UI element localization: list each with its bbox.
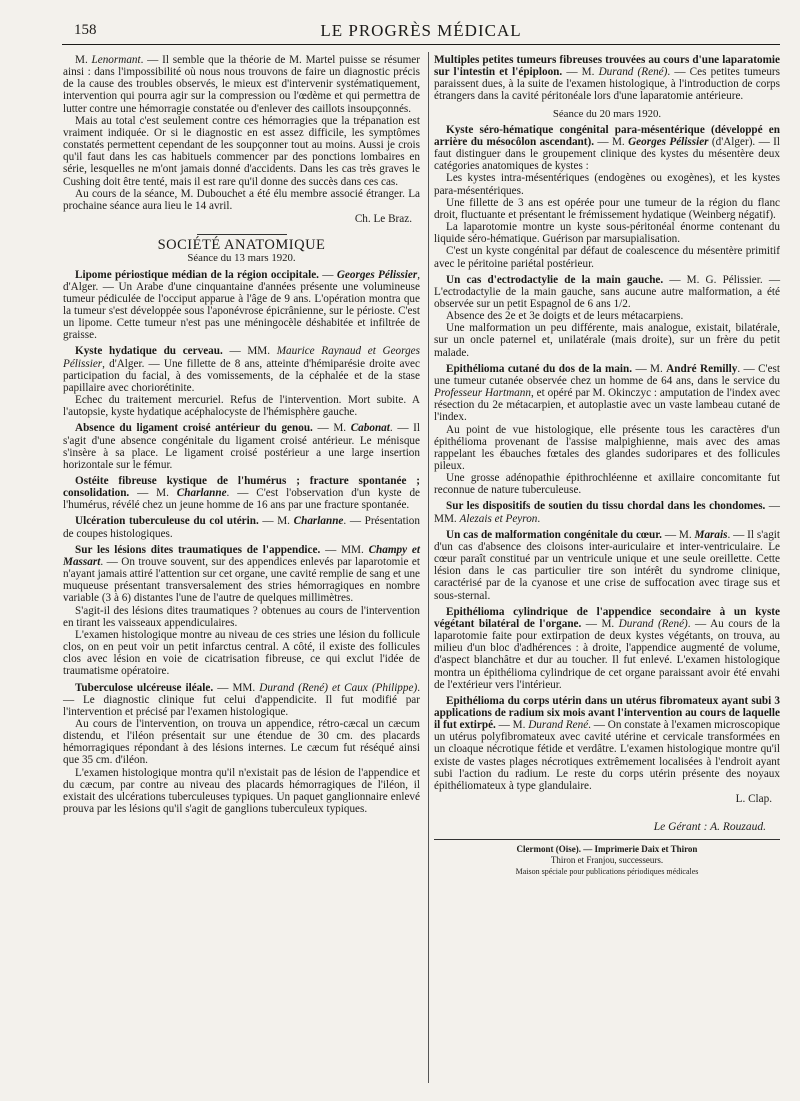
paragraph: Une fillette de 3 ans est opérée pour une tumeur de la région du flanc droit, fluctuante et présentant le frémissement hydatique (Weinberg négatif). xyxy=(434,196,780,221)
entry-text: . — On constate à l'examen microscopique un utérus polyfibromateux avec cavité utérine et cervicale transformées en un cloaque nécrotique fétide et verdâtre. L'examen histologique montre qu'il existe de vastes plages nécrotiques extrêmement localisées à l'endroit ayant subi l'action du radium. Le reste du corps utérin présente des noyaux épithéliomateux à type glandulaire. xyxy=(434,719,781,792)
entry-title: Sur les dispositifs de soutien du tissu chordal dans les chondomes. xyxy=(446,500,766,513)
entry-title: Ulcération tuberculeuse du col utérin. xyxy=(75,515,259,528)
entry: Kyste séro-hématique congénital para-mésentérique (développé en arrière du mésocôlon ascendant). — M. Georges Pélissier (d'Alger). — Il faut distinguer dans le groupement clinique des kystes du mésentère deux catégories anatomiques de kystes : xyxy=(434,123,780,173)
entry-author: Cabonat xyxy=(350,422,390,435)
entry-author: Charlanne xyxy=(293,515,344,528)
entry-text: . — Le diagnostic clinique fut celui d'appendicite. Il fut modifié par l'intervention et précisé par l'examen histologique. xyxy=(63,681,420,718)
entry-text: . — C'est une tumeur cutanée observée chez un homme de 64 ans, dans le service du xyxy=(434,362,780,387)
entry-text: . — L'ectrodactylie de la main gauche, sans aucune autre malformation, a été observée sur un petit Espagnol de 6 ans 1/2. xyxy=(434,273,781,310)
paragraph: C'est un kyste congénital par défaut de coalescence du mésentère primitif avec le péritoine pariétal postérieur. xyxy=(434,245,780,270)
entry-title: Lipome périostique médian de la région occipitale. xyxy=(75,268,319,281)
entry-author: Durand (René) et Caux (Philippe) xyxy=(259,681,418,694)
entry-author: Durand René xyxy=(528,719,589,732)
text: M. xyxy=(75,54,92,66)
entry-text: (d'Alger). — Il faut distinguer dans le groupement clinique des kystes du mésentère deux catégories anatomiques de kystes : xyxy=(434,135,780,173)
entry: Sur les dispositifs de soutien du tissu chordal dans les chondomes. — MM. Alezais et Peyron. xyxy=(434,500,780,525)
entry-author: Champy et Massart xyxy=(63,543,420,568)
session-date: Séance du 13 mars 1920. xyxy=(187,252,296,265)
entry-title: Epithélioma cylindrique de l'appendice secondaire à un kyste végétant bilatéral de l'organe. xyxy=(434,605,780,630)
entry-author: Marais xyxy=(694,528,728,541)
entry-text: , d'Alger. — Une fillette de 8 ans, atteinte d'hémiparésie droite avec participation du facial, à des vomissements, de la céphalée et de la stase papillaire avec choriorétinite. xyxy=(63,357,420,394)
entry-title: Multiples petites tumeurs fibreuses trouvées au cours d'une laparatomie sur l'intestin et l'épiploon. xyxy=(434,54,780,79)
session-date: Séance du 20 mars 1920. xyxy=(552,107,662,120)
entry-text: Professeur Hartmann xyxy=(434,387,531,400)
entry-author: Durand (René) xyxy=(598,66,668,79)
entry-author: Durand (René) xyxy=(618,617,688,630)
paragraph: L'examen histologique montre au niveau de ces stries une lésion du follicule clos, on en peut voir un petit infarctus central. A côté, il existe des follicules clos avec lésion en voie de cicatrisation fibreuse, ce qui exclut l'idée de traumatisme opératoire. xyxy=(63,628,420,678)
entry: Epithélioma cutané du dos de la main. — M. André Remilly. — C'est une tumeur cutanée observée chez un homme de 64 ans, dans le service du Professeur Hartmann, et opéré par M. Okinczyc : amputation de l'index avec résection du 2e métacarpien, et autoplastie avec un vaste lambeau cutané de l'index. xyxy=(434,362,780,424)
entry-author: André Remilly xyxy=(666,362,738,375)
header-rule xyxy=(62,44,780,45)
author-name: Lenormant xyxy=(91,54,141,66)
section-rule xyxy=(197,234,287,235)
entry-text: . — C'est l'observation d'un kyste de l'humérus, révélé chez un jeune homme de 16 ans par une fracture spontanée. xyxy=(63,487,420,512)
entry-text: . — On trouve souvent, sur des appendices enlevés par laparotomie et n'ayant jamais attiré l'attention sur cet organe, une cavité remplie de sang et une muqueuse présentant transversalement des stries hémorragiques en nombre variable (3 à 6) distantes l'une de l'autre de quelques millimètres. xyxy=(63,555,420,605)
entry: Epithélioma cylindrique de l'appendice secondaire à un kyste végétant bilatéral de l'organe. — M. Durand (René). — Au cours de la laparotomie faite pour extirpation de deux kystes végétants, on trouva, au milieu d'un bloc d'adhérences : à droite, l'appendice augmenté de volume, d'aspect blanchâtre et dur au toucher. Il fut enlevé. L'examen histologique montra un épithélioma cylindrique de cet organe paraissant avoir été envahi de l'extérieur vers l'intérieur. xyxy=(434,605,781,691)
entry-title: Epithélioma cutané du dos de la main. xyxy=(446,362,633,375)
page-number: 158 xyxy=(74,22,97,38)
entry-title: Kyste séro-hématique congénital para-mésentérique (développé en arrière du mésocôlon ascendant). xyxy=(434,123,780,148)
entry-text: . — Il s'agit d'un cas d'absence des cloisons inter-auriculaire et inter-ventriculaire. Le cœur paraît constitué par un ventricule unique et une seule oreillette. Cette lésion dans le cas particulier tire son intérêt du syndrome clinique, caractérisé par de la cyanose et une crise de suffocation avec tirage sus et sous-sternal. xyxy=(434,528,781,602)
column-divider xyxy=(428,52,429,1083)
entry-title: Sur les lésions dites traumatiques de l'appendice. xyxy=(75,543,321,556)
paragraph xyxy=(63,54,420,115)
paragraph: Au point de vue histologique, elle présente tous les caractères d'un épithélioma provenant de l'assise malpighienne, mais avec des amas rappelant les ébauches fœtales des glandes sudoripares et des follicules pileux. xyxy=(434,423,780,472)
paragraph: La laparotomie montre un kyste sous-péritonéal énorme contenant du liquide séro-hématique. Guérison par marsupialisation. xyxy=(434,221,780,246)
paragraph: Absence des 2e et 3e doigts et de leurs métacarpiens. xyxy=(446,310,684,323)
gerant-line: Le Gérant : A. Rouzaud. xyxy=(653,821,766,834)
entry: Sur les lésions dites traumatiques de l'appendice. — MM. Champy et Massart. — On trouve souvent, sur des appendices enlevés par laparotomie et n'ayant jamais attiré l'attention sur cet organe, une cavité remplie de sang et une muqueuse présentant transversalement des stries hémorragiques en nombre variable (3 à 6) distantes l'une de l'autre de quelques millimètres. xyxy=(63,543,420,605)
printer-successors: Thiron et Franjou, successeurs. xyxy=(550,855,664,866)
entry-text: . — Il s'agit d'une absence congénitale du ligament croisé antérieur. Le ménisque s'insère à sa place. Le ligament croisé postérieur a une large insertion horizontale sur le fémur. xyxy=(63,422,420,471)
entry: Absence du ligament croisé antérieur du genou. — M. Cabonat. — Il s'agit d'une absence congénitale du ligament croisé antérieur. Le ménisque s'insère à sa place. Le ligament croisé postérieur a une large insertion horizontale sur le fémur. xyxy=(63,422,420,471)
entry-title: Epithélioma du corps utérin dans un utérus fibromateux ayant subi 3 applications de radium six mois avant l'intervention au cours de laquelle il fut extirpé. xyxy=(434,694,780,732)
paragraph: Une malformation un peu différente, mais analogue, existait, bilatérale, sur un oncle paternel et, unilatérale (mais droite), sur un frère du petit malade. xyxy=(434,322,780,359)
paragraph: L'examen histologique montra qu'il n'existait pas de lésion de l'appendice et du cæcum, par contre au niveau des placards hémorragiques de l'iléon, il existait des ulcérations tuberculeuses typiques. Un paquet ganglionnaire enlevé prouva par les lésions qu'il s'agit de ganglions tuberculeux typiques. xyxy=(63,766,420,816)
entry: Un cas d'ectrodactylie de la main gauche. — M. G. Pélissier. — L'ectrodactylie de la main gauche, sans aucune autre malformation, a été observée sur un petit Espagnol de 6 ans 1/2. xyxy=(434,273,781,310)
entry: Tuberculose ulcéreuse iléale. — MM. Durand (René) et Caux (Philippe). — Le diagnostic clinique fut celui d'appendicite. Il fut modifié par l'intervention et précisé par l'examen histologique. xyxy=(63,681,420,718)
journal-title: LE PROGRÈS MÉDICAL xyxy=(320,21,522,40)
entry-author: Georges Pélissier xyxy=(628,135,709,148)
entry-title: Un cas de malformation congénitale du cœur. xyxy=(446,528,662,541)
entry-author: Maurice Raynaud et Georges Pélissier xyxy=(63,345,420,370)
right-column xyxy=(434,54,780,877)
paragraph: Les kystes intra-mésentériques (endogènes ou exogènes), et les kystes para-mésentériques. xyxy=(434,172,780,197)
paragraph: Mais au total c'est seulement contre ces hémorragies que la trépanation est vraiment indiquée. Or si le diagnostic en est assez difficile, les symptômes constatés permettent cependant de les soupçonner tout au moins. Aussi je crois qu'il faut dans les cas habituels commencer par des ponctions lombaires en série, lesquelles ne m'ont jamais donné d'accidents. Dans les cas très graves le Cushing doit être tenté, mais il est rare qu'il donne des succès dans ces cas. xyxy=(63,114,420,188)
entry: Lipome périostique médian de la région occipitale. — Georges Pélissier, d'Alger. — Un Arabe d'une cinquantaine d'années présente une volumineuse tumeur pédiculée de l'occiput apparue à l'âge de 9 ans. L'opération montra que la tumeur s'est développée sous l'aponévrose épicrânienne, sur le périoste. C'est un lipome. Cette tumeur n'est pas une méningocèle déshabitée et infiltrée de graisse. xyxy=(63,268,421,342)
section-title: SOCIÉTÉ ANATOMIQUE xyxy=(157,237,326,254)
paragraph: Echec du traitement mercuriel. Refus de l'intervention. Mort subite. A l'autopsie, kyste hydatique acéphalocyste de l'hémisphère gauche. xyxy=(63,394,420,419)
running-header xyxy=(62,22,780,44)
entry-author: Charlanne xyxy=(176,487,227,500)
entry-title: Kyste hydatique du cerveau. xyxy=(75,345,223,358)
entry: Kyste hydatique du cerveau. — MM. Maurice Raynaud et Georges Pélissier, d'Alger. — Une fillette de 8 ans, atteinte d'hémiparésie droite avec participation du facial, à des vomissements, de la céphalée et de la stase papillaire avec choriorétinite. xyxy=(63,345,420,394)
left-column xyxy=(63,54,420,815)
entry-author: Georges Pélissier xyxy=(336,268,418,281)
paragraph: Au cours de l'intervention, on trouva un appendice, rétro-cæcal un cæcum distendu, et l'iléon présentait sur une étendue de 30 cm. des placards hémorragiques répondant à des lésions internes. Le cæcum fut réséqué ainsi que 35 cm. d'iléon. xyxy=(63,717,420,767)
entry-text: . — Ces petites tumeurs paraissent dues, à la suite de l'examen histologique, à l'introduction de corps étrangers dans la cavité péritonéale lors d'une laparatomie antérieure. xyxy=(434,66,781,103)
entry: Multiples petites tumeurs fibreuses trouvées au cours d'une laparatomie sur l'intestin et l'épiploon. — M. Durand (René). — Ces petites tumeurs paraissent dues, à la suite de l'examen histologique, à l'introduction de corps étrangers dans la cavité péritonéale lors d'une laparatomie antérieure. xyxy=(434,54,781,103)
entry-text: . — Au cours de la laparotomie faite pour extirpation de deux kystes végétants, on trouva, au milieu d'un bloc d'adhérences : à droite, l'appendice augmenté de volume, d'aspect blanchâtre et dur au toucher. Il fut enlevé. L'examen histologique montra un épithélioma cylindrique de cet organe paraissant avoir été envahi de l'extérieur vers l'intérieur. xyxy=(434,617,781,691)
paragraph: Au cours de la séance, M. Dubouchet a été élu membre associé étranger. La prochaine séance aura lieu le 14 avril. xyxy=(63,187,420,212)
text: . — Il semble que la théorie de M. Martel puisse se résumer ainsi : dans l'impossibilité où nous nous trouvons de faire un diagnostic précis de la cause des troubles observés, le mieux est d'intervenir systématiquement, intervention qui pourra agir sur la compression ou l'œdème et qui permettra de lutter contre une hémorragie constatée ou d'enlever des caillots insoupçonnés. xyxy=(63,54,420,115)
paragraph: S'agit-il des lésions dites traumatiques ? obtenues au cours de l'intervention en tirant les vaisseaux appendiculaires. xyxy=(63,604,420,629)
entry-text: , d'Alger. — Un Arabe d'une cinquantaine d'années présente une volumineuse tumeur pédiculée de l'occiput apparue à l'âge de 9 ans. L'opération montra que la tumeur s'est développée sous l'aponévrose épicrânienne, sur le périoste. C'est un lipome. Cette tumeur n'est pas une méningocèle déshabitée et infiltrée de graisse. xyxy=(63,268,421,342)
entry-author: Alezais et Peyron xyxy=(459,512,538,525)
printer-specialty: Maison spéciale pour publications périodiques médicales xyxy=(515,867,699,877)
entry-text: , et opéré par M. Okinczyc : amputation de l'index avec résection du 2e métacarpien, et autoplastie avec un vaste lambeau cutané de l'index. xyxy=(434,387,780,424)
paragraph: Une grosse adénopathie épithrochléenne et axillaire concomitante fut reconnue de nature tuberculeuse. xyxy=(434,472,780,497)
footer-rule xyxy=(434,839,780,840)
entry: Epithélioma du corps utérin dans un utérus fibromateux ayant subi 3 applications de radium six mois avant l'intervention au cours de laquelle il fut extirpé. — M. Durand René. — On constate à l'examen microscopique un utérus polyfibromateux avec cavité utérine et cervicale transformées en un cloaque nécrotique fétide et verdâtre. L'examen histologique montre qu'il existe de vastes plages nécrotiques extrêmement localisées à l'endroit ayant subi l'action du radium. Le reste du corps utérin présente des noyaux épithéliomateux à type glandulaire. xyxy=(434,694,781,792)
entry-title: Absence du ligament croisé antérieur du genou. xyxy=(75,422,313,435)
entry-title: Tuberculose ulcéreuse iléale. xyxy=(75,681,214,694)
signature: L. Clap. xyxy=(735,793,772,806)
printer-line: Clermont (Oise). — Imprimerie Daix et Thiron xyxy=(516,844,698,855)
entry: Ostéite fibreuse kystique de l'humérus ; fracture spontanée ; consolidation. — M. Charlanne. — C'est l'observation d'un kyste de l'humérus, révélé chez un jeune homme de 16 ans par une fracture spontanée. xyxy=(63,475,420,512)
entry-text: . — Présentation de coupes histologiques. xyxy=(63,515,420,540)
entry: Un cas de malformation congénitale du cœur. — M. Marais. — Il s'agit d'un cas d'absence des cloisons inter-auriculaire et inter-ventriculaire. Le cœur paraît constitué par un ventricule unique et une seule oreillette. Cette lésion dans le cas particulier tire son intérêt du syndrome clinique, caractérisé par de la cyanose et une crise de suffocation avec tirage sus et sous-sternal. xyxy=(434,528,781,602)
entry-title: Un cas d'ectrodactylie de la main gauche. xyxy=(446,273,664,286)
entry-author: M. G. Pélissier xyxy=(686,273,760,286)
entry: Ulcération tuberculeuse du col utérin. — M. Charlanne. — Présentation de coupes histologiques. xyxy=(63,515,420,540)
entry-title: Ostéite fibreuse kystique de l'humérus ; fracture spontanée ; consolidation. xyxy=(63,475,420,500)
signature: Ch. Le Braz. xyxy=(354,213,412,226)
